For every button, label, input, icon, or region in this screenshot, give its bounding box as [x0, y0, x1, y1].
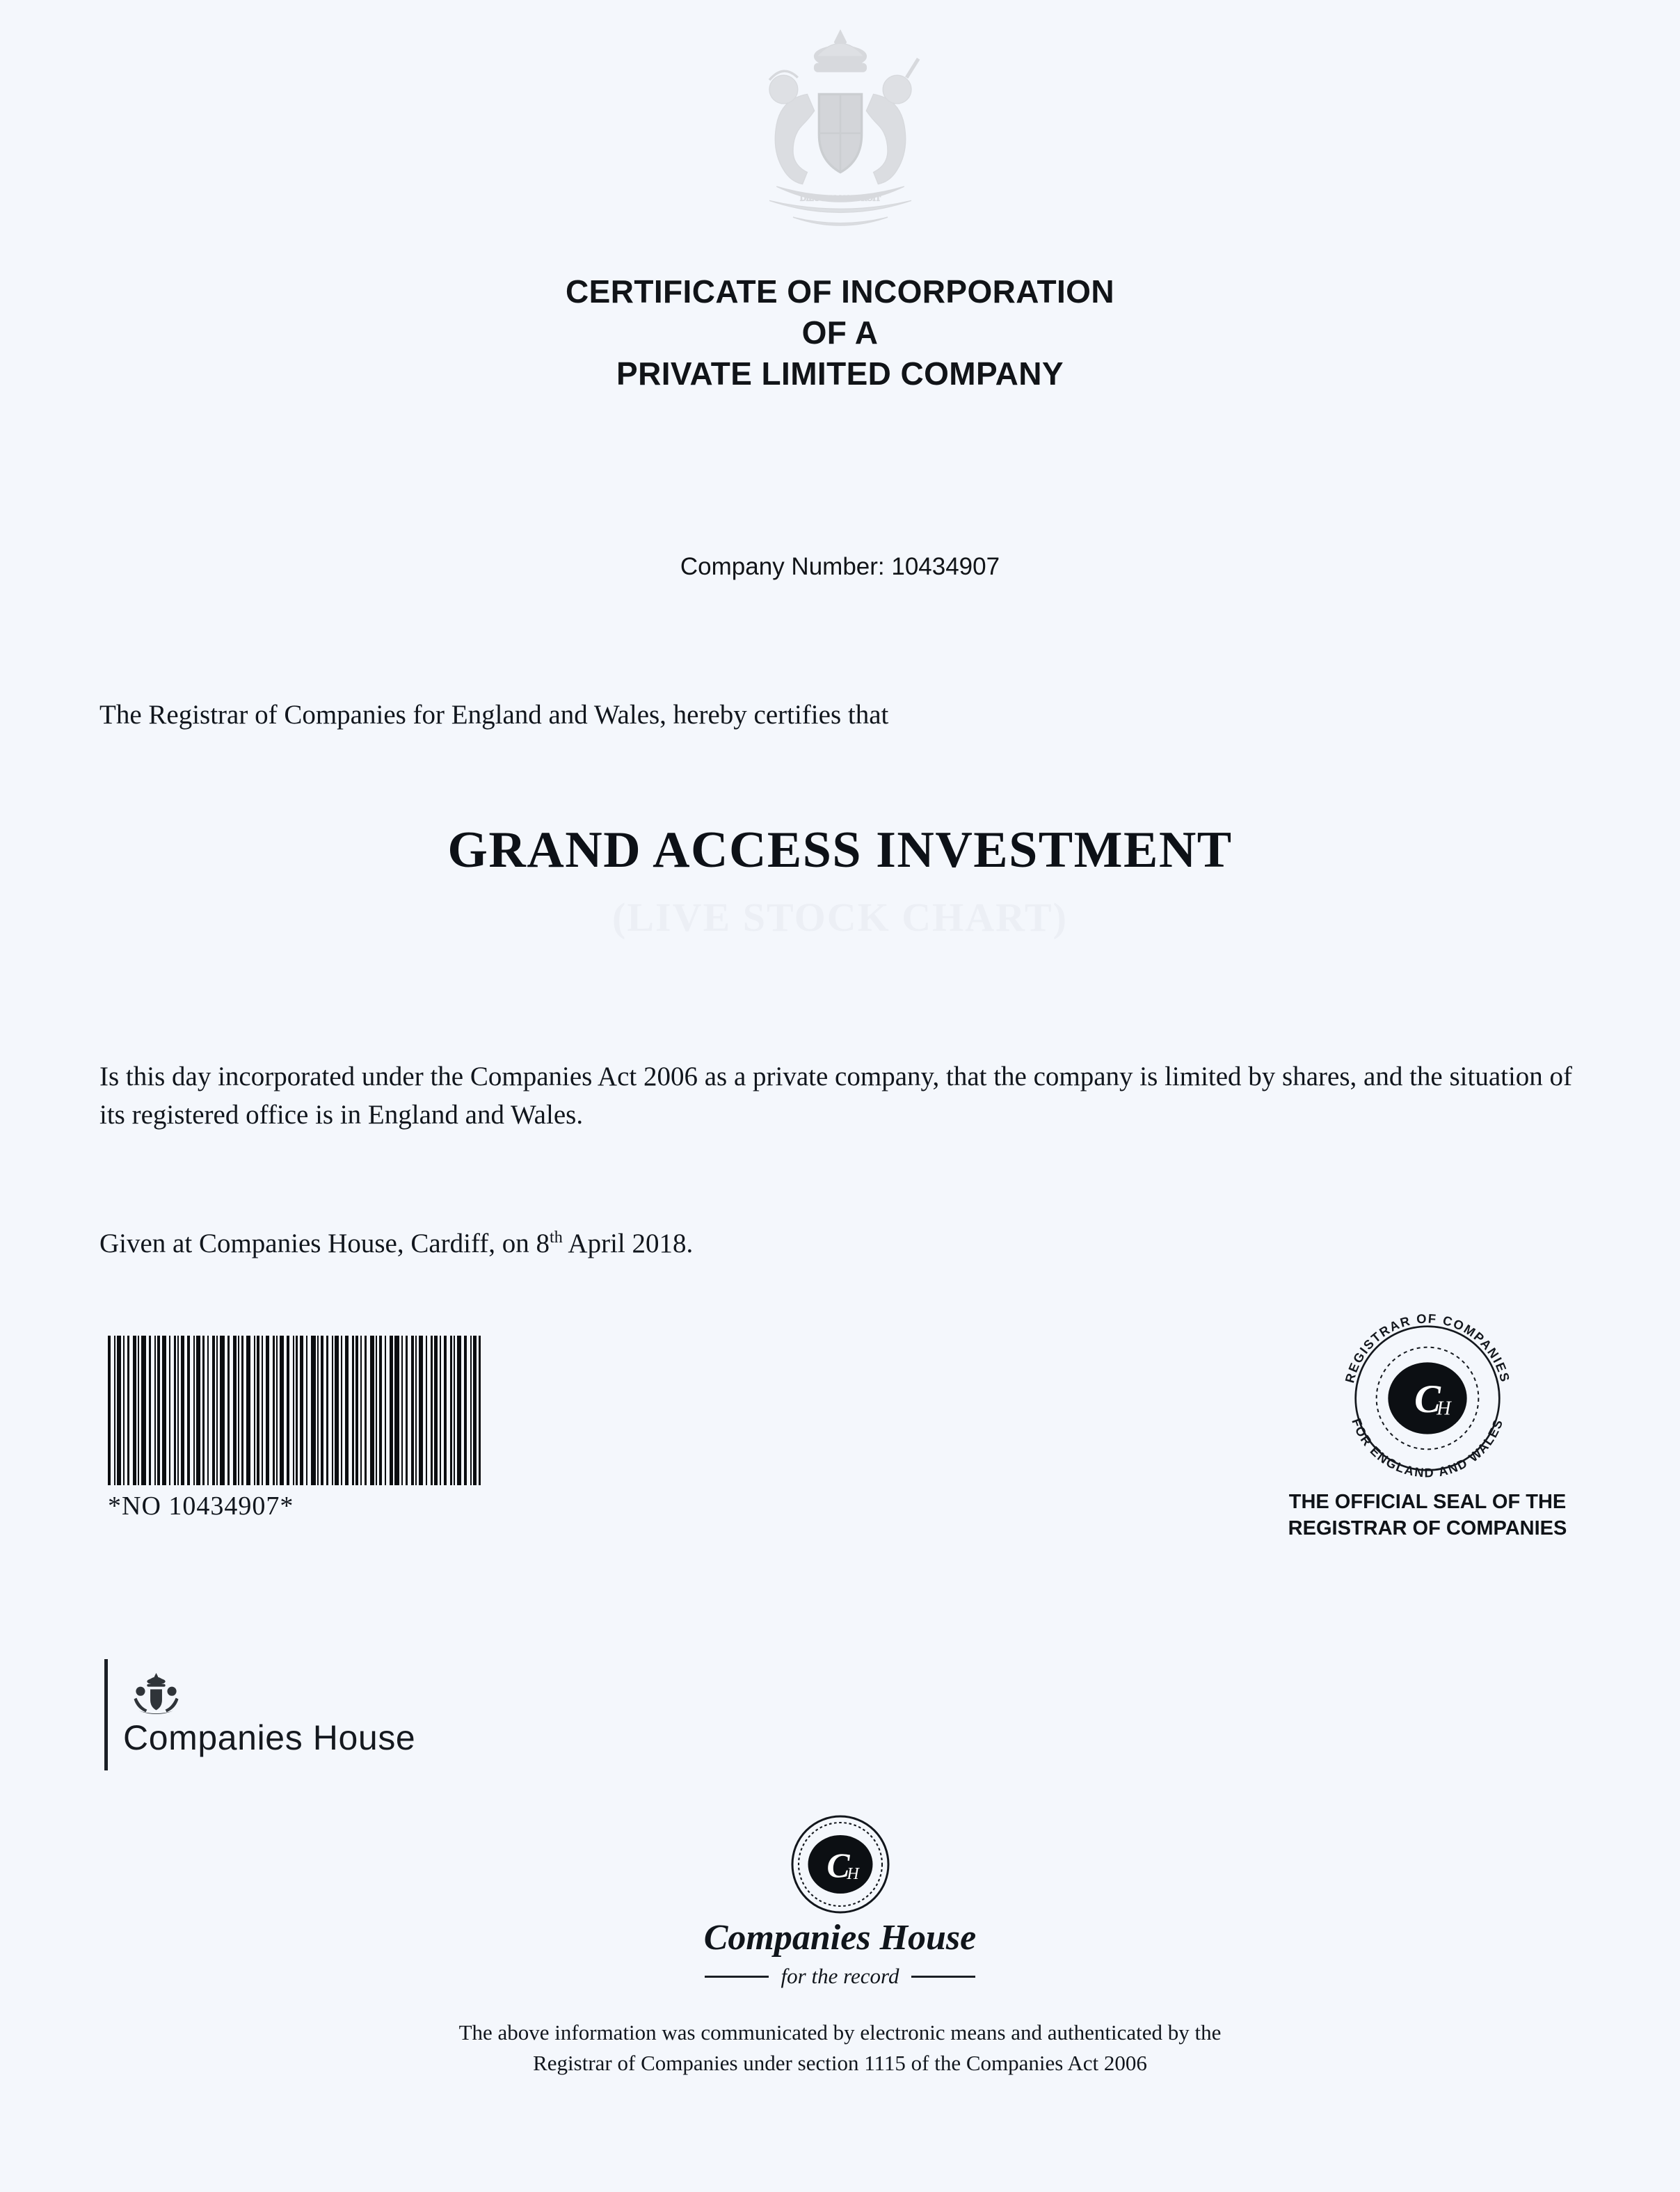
given-suffix: April 2018. — [562, 1229, 694, 1258]
royal-crest-container — [0, 21, 1680, 257]
barcode-block — [108, 1336, 487, 1521]
certificate-heading — [0, 271, 1680, 394]
royal-coat-of-arms-icon — [722, 21, 959, 257]
svg-text:C: C — [826, 1846, 850, 1885]
given-ordinal: th — [550, 1228, 563, 1247]
registrar-statement: The Registrar of Companies for England and Wales, hereby certifies that — [99, 700, 889, 730]
companies-house-crest-icon — [123, 1672, 189, 1715]
official-seal-icon — [1309, 1308, 1546, 1482]
footer-brand-name: Companies House — [703, 1918, 977, 1958]
heading-line-3: PRIVATE LIMITED COMPANY — [616, 355, 1064, 392]
footer-note — [0, 2017, 1680, 2079]
seal-caption-line-2: REGISTRAR OF COMPANIES — [1288, 1517, 1567, 1539]
company-name-subtitle: (LIVE STOCK CHART) — [612, 895, 1068, 940]
svg-text:REGISTRAR OF COMPANIES: REGISTRAR OF COMPANIES — [1342, 1311, 1513, 1385]
svg-text:C: C — [1414, 1378, 1441, 1421]
given-at-line — [99, 1224, 1581, 1263]
logo-rule — [104, 1659, 108, 1770]
heading-line-1: CERTIFICATE OF INCORPORATION — [566, 273, 1114, 310]
footer-note-line-1: The above information was communicated by electronic means and authenticated by the — [458, 2020, 1222, 2045]
svg-text:H: H — [846, 1865, 859, 1883]
svg-text:FOR ENGLAND AND WALES: FOR ENGLAND AND WALES — [1349, 1416, 1506, 1480]
barcode-label: *NO 10434907* — [108, 1491, 294, 1521]
companies-house-logo — [104, 1659, 415, 1770]
tagline-dash-left — [705, 1976, 769, 1978]
company-number: Company Number: 10434907 — [680, 553, 1000, 580]
given-prefix: Given at Companies House, Cardiff, on 8 — [99, 1229, 550, 1258]
company-name: GRAND ACCESS INVESTMENT — [447, 822, 1233, 879]
heading-line-2: OF A — [801, 314, 879, 351]
footer-note-line-2: Registrar of Companies under section 1115 of the Companies Act 2006 — [533, 2051, 1147, 2076]
footer-tagline: for the record — [781, 1964, 899, 1988]
footer-tagline-row — [0, 1964, 1680, 1989]
companies-house-seal-icon — [788, 1812, 893, 1917]
seal-caption-line-1: THE OFFICIAL SEAL OF THE — [1288, 1491, 1567, 1513]
incorporation-paragraph: Is this day incorporated under the Companies Act 2006 as a private company, that the company is limited by shares, and the situation of its registered office is in England and Wales. — [99, 1062, 1573, 1130]
svg-text:H: H — [1437, 1398, 1451, 1420]
official-seal-block — [1278, 1308, 1577, 1542]
companies-house-logo-text: Companies House — [123, 1718, 416, 1757]
svg-text:DIEU ET MON DROIT: DIEU ET MON DROIT — [799, 193, 881, 203]
footer-mark — [0, 1812, 1680, 1989]
tagline-dash-right — [911, 1976, 975, 1978]
barcode-icon — [108, 1336, 487, 1485]
